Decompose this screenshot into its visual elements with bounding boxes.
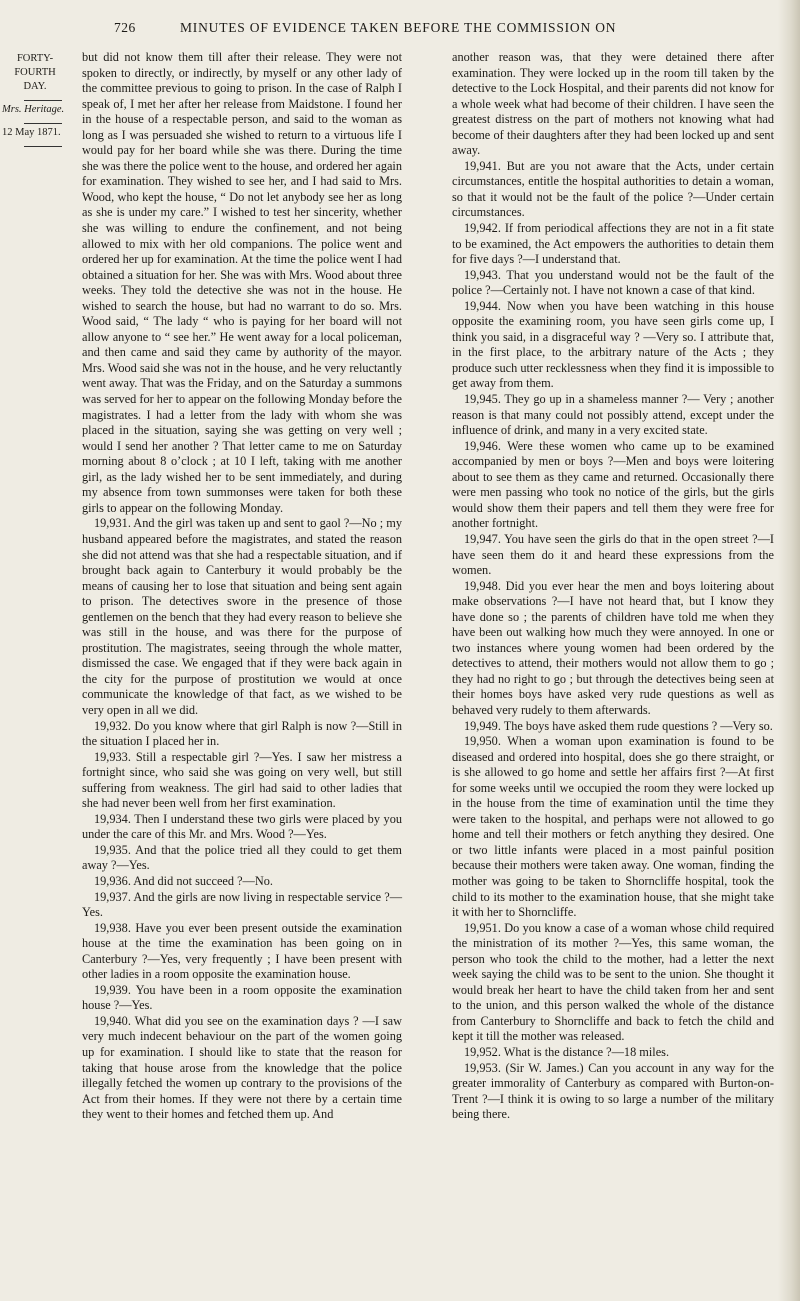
testimony-paragraph: but did not know them till after their release. They were not spoken to directly, or indirectly, by myself or any other lady of the committee previous to going to prison. In the case of Ralph I speak of, I met her after her release from Maidstone. I found her in the house of a respectable person, and said to the woman as long as I was persuaded she wished to return to a virtuous life I would pay for her board while she was there. During the time she was there the police went to the house, and ordered her again for examination. They wished to see her, and I had said to Mrs. Wood, who kept the house, “ Do not let anybody see her as long as she is under my care.” I wished to test her sincerity, whether she was willing to endure the confinement, and not being allowed to mix with her old companions. The police went and ordered her up for examination. At the time the police went I had obtained a situation for her. She was with Mrs. Wood about three weeks. They told the detective she was not in the house. He wished to search the house, but had no warrant to do so. Mrs. Wood said, “ The lady “ who is paying for her board will not allow anyone to “ see her.” He went away for a local policeman, and then came and said they came by authority of the mayor. Mrs. Wood said she was not in the house, and he very reluctantly went away. That was the Friday, and on the Saturday a summons was served for her to appear on the following Monday before the magistrates. I had a letter from the lady with whom she was placed in the situation, saying she was getting on very well ; would I send her another ? That letter came to me on Saturday morning about 8 o’clock ; at 10 I left, taking with me another girl, as the lady wished her to be sent immediately, and during my absence from town summonses were taken for both these girls to appear on the following Monday. [82,50,402,515]
page-edge-shadow [778,0,800,1301]
testimony-paragraph: 19,948. Did you ever hear the men and boys loitering about make observations ?—I have not heard that, but I know they have done so ; the parents of children have told me when they have been out walking how much they were annoyed. In one or two instances where young women had been ordered by the detectives to attend, their mothers would not allow them to go ; they had no right to go ; but through the detectives being seen at their homes boys have asked very rude questions as well as behaved very rudely to them afterwards. [452,578,774,717]
page-number: 726 [114,20,136,35]
testimony-paragraph: 19,931. And the girl was taken up and sent to gaol ?—No ; my husband appeared before the magistrates, and stated the reason she did not attend was that she had a respectable situation, and if brought back again to Canterbury it would probably be the means of causing her to lose that situation and being sent again to prison. The detectives swore in the presence of those gentlemen on the bench that they had every reason to believe she was still in the house, and was there for the purpose of prostitution. The magistrates, seeing through the whole matter, dismissed the case. We engaged that if they were back again in the city for the purpose of prostitution we would at once communicate the knowledge of that fact, as we wished to be very open in all we did. [82,516,402,717]
testimony-paragraph: 19,942. If from periodical affections they are not in a fit state to be examined, the Act empowers the authorities to detain them for five days ?—I understand that. [452,221,774,267]
margin-notes [2,52,72,149]
margin-rule [24,100,62,101]
margin-day: FORTY-FOURTH DAY. [14,53,56,92]
testimony-paragraph: 19,932. Do you know where that girl Ralph is now ?—Still in the situation I placed her in. [82,718,402,749]
testimony-paragraph: 19,944. Now when you have been watching in this house opposite the examining room, you have seen girls come up, I think you said, in a disgraceful way ? —Very so. I attribute that, in the first place, to the arbitrary nature of the Acts ; they produce such utter recklessness when they find it is impossible to get away from them. [452,298,774,391]
margin-rule [24,123,62,124]
testimony-paragraph: 19,938. Have you ever been present outside the examination house at the time the examination has been going on in Canterbury ?—Yes, very frequently ; I have been present with other ladies in a room opposite the examination house. [82,920,402,982]
testimony-paragraph: 19,946. Were these women who came up to be examined accompanied by men or boys ?—Men and boys were loitering about to see them as they came and returned. Occasionally there were men passing who took no notice of the girls, but the girls would show them their papers and tell them they were free for another fortnight. [452,438,774,531]
running-head: MINUTES OF EVIDENCE TAKEN BEFORE THE COMMISSION ON [180,20,617,35]
testimony-paragraph: 19,934. Then I understand these two girls were placed by you under the care of this Mr. and Mrs. Wood ?—Yes. [82,811,402,842]
testimony-paragraph: 19,933. Still a respectable girl ?—Yes. I saw her mistress a fortnight since, who said she was going on very well, but still suffering from weakness. The girl had said to other ladies that she had never been well from her first examination. [82,749,402,811]
testimony-paragraph: 19,941. But are you not aware that the Acts, under certain circumstances, entitle the hospital authorities to detain a woman, so that it would not be the fault of the police ?—Under certain circumstances. [452,158,774,220]
margin-date: 12 May 1871. [2,127,61,138]
page-header [60,20,780,40]
testimony-paragraph: 19,950. When a woman upon examination is found to be diseased and ordered into hospital, does she go there straight, or is she allowed to go home and settle her affairs first ?—At first for some weeks until we occupied the room they were locked up in the house from the time of examination until the time they were taken to the hospital, and perhaps were not allowed to go home and tell their mothers or fetch anything they desired. One or two little infants were placed in a most painful position because their mothers were taken away. One woman, finding the mother was going to be taken to Shorncliffe hospital, took the child to its mother to the examination house, that she might take it with her to Shorncliffe. [452,734,774,920]
left-column [82,50,402,1123]
testimony-paragraph: 19,945. They go up in a shameless manner ?— Very ; another reason is that many could not possibly attend, except under the influence of drink, and many in a very excited state. [452,392,774,438]
right-column [452,50,774,1123]
testimony-paragraph: 19,936. And did not succeed ?—No. [94,873,273,888]
testimony-paragraph: 19,935. And that the police tried all they could to get them away ?—Yes. [82,842,402,873]
testimony-paragraph: 19,951. Do you know a case of a woman whose child required the ministration of its mother ?—Yes, this same woman, the person who took the child to the mother, had a letter the next week saying the child was to be sent to the union. She thought it would break her heart to have the child taken from her and sent to the union, and this person walked the whole of the distance from Canterbury to Shorncliffe and back to fetch the child and kept it till the mother was released. [452,920,774,1044]
testimony-paragraph: 19,947. You have seen the girls do that in the open street ?—I have seen them do it and heard these expressions from the women. [452,531,774,578]
testimony-paragraph: 19,949. The boys have asked them rude questions ? —Very so. [464,718,773,733]
testimony-paragraph: 19,939. You have been in a room opposite the examination house ?—Yes. [82,982,402,1013]
testimony-paragraph: 19,940. What did you see on the examination days ? —I saw very much indecent behaviour on the part of the women going up for examination. I should like to state that the reason for taking that house arose from the knowledge that the police illegally fetched the women up contrary to the provisions of the Act from their homes. If they were not there by a certain time they went to their homes and fetched them up. And [82,1013,402,1122]
testimony-paragraph: 19,937. And the girls are now living in respectable service ?—Yes. [82,889,402,920]
margin-rule [24,146,62,147]
margin-witness: Mrs. Heritage. [2,104,65,115]
testimony-paragraph: 19,952. What is the distance ?—18 miles. [464,1045,670,1059]
testimony-paragraph: 19,943. That you understand would not be the fault of the police ?—Certainly not. I have not known a case of that kind. [452,267,774,298]
testimony-paragraph: 19,953. (Sir W. James.) Can you account in any way for the greater immorality of Canterbury as compared with Burton-on-Trent ?—I think it is owing to so large a number of the military being there. [452,1060,774,1122]
testimony-paragraph: another reason was, that they were detained there after examination. They were locked up in the room till taken by the detective to the Lock Hospital, and their parents did not know for a whole week what had become of their children. I have seen the greatest distress on the part of mothers not knowing what had become of their daughters after they had been locked up and sent away. [452,50,774,158]
